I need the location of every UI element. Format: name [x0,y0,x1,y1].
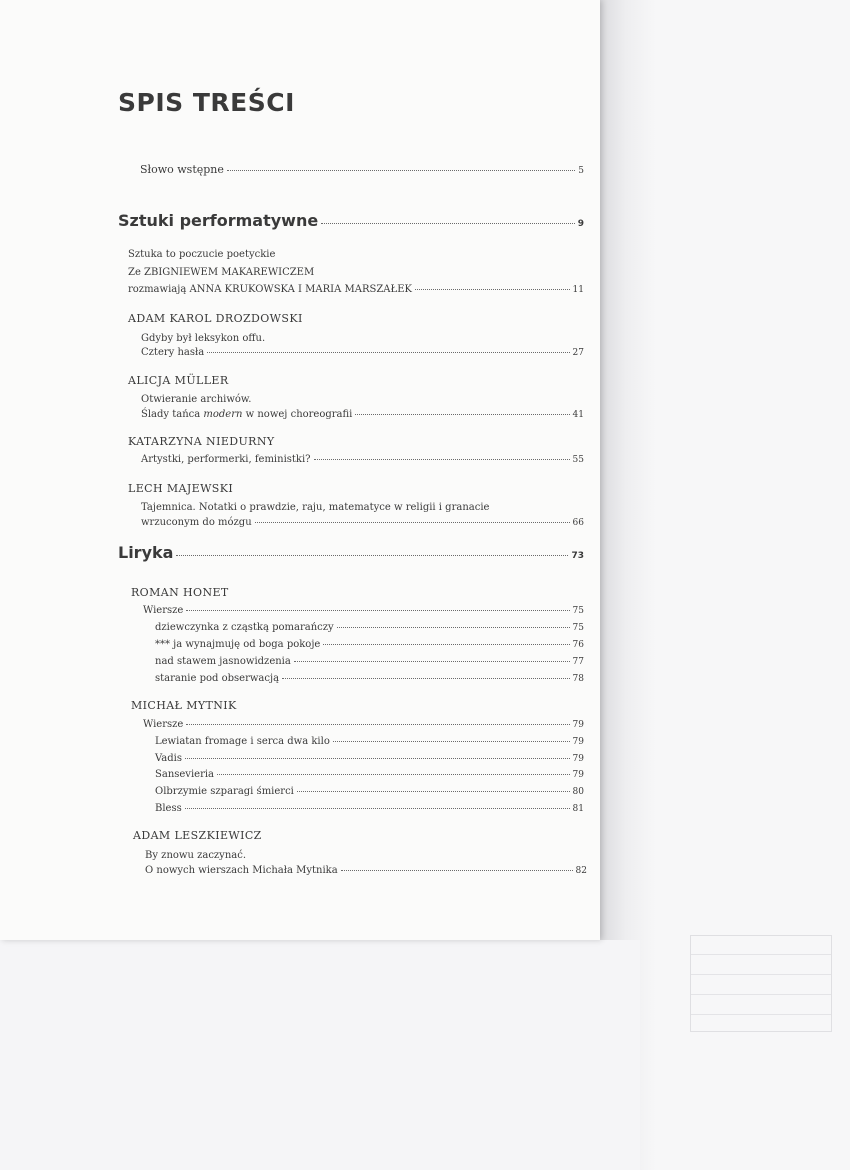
dot-leader [294,661,570,662]
toc-page-number: 75 [572,606,584,616]
title-part: Ślady tańca [141,409,204,420]
title-italic-part: modern [203,409,243,420]
toc-page-number: 55 [572,455,584,465]
toc-entry-niedurny[interactable] [141,453,584,467]
dot-leader [185,758,570,759]
toc-page-number: 79 [572,754,584,764]
toc-page-number: 81 [572,804,584,814]
toc-entry-poem[interactable] [155,672,584,686]
faint-background-table [690,935,832,1032]
toc-entry-title: Olbrzymie szparagi śmierci [155,786,294,797]
toc-entry-title: Wiersze [143,719,184,730]
dot-leader [321,223,575,224]
toc-page-number: 79 [572,770,584,780]
entry-line: Tajemnica. Notatki o prawdzie, raju, matematyce w religii i granacie [141,502,490,513]
toc-page-number: 5 [578,166,584,176]
toc-entry-poem[interactable] [155,638,584,652]
toc-entry-title: Bless [155,803,182,814]
toc-entry-poem[interactable] [155,655,584,669]
toc-entry-poem[interactable] [155,735,584,749]
section-page-number: 73 [571,551,584,561]
toc-page-number: 79 [572,737,584,747]
toc-page-number: 66 [572,518,584,528]
toc-entry-leszkiewicz[interactable] [145,864,587,878]
section-title: Sztuki performatywne [118,211,319,230]
toc-entry-group[interactable] [143,604,584,618]
toc-page-number: 27 [572,348,584,358]
dot-leader [415,289,570,290]
title-part: w nowej choreografii [242,409,353,420]
toc-entry-title: Vadis [155,753,182,764]
toc-page-number: 77 [572,657,584,667]
toc-entry-poem[interactable] [155,785,584,799]
toc-entry-title: Cztery hasła [141,347,205,358]
toc-entry-title: Słowo wstępne [140,163,224,176]
toc-entry-title: staranie pod obserwacją [155,673,280,684]
toc-entry-interview[interactable] [128,283,584,297]
toc-page-number: 41 [572,410,584,420]
toc-entry-intro[interactable] [140,163,584,178]
toc-entry-title: Artystki, performerki, feministki? [141,454,311,465]
interview-guest: Ze ZBIGNIEWEM MAKAREWICZEM [128,267,315,278]
entry-line: By znowu zaczynać. [145,850,247,861]
author-name: KATARZYNA NIEDURNY [128,435,275,448]
toc-page-number: 11 [572,285,584,295]
toc-entry-majewski[interactable] [141,516,584,530]
dot-leader [176,555,568,556]
dot-leader [323,644,569,645]
toc-entry-title [141,408,352,422]
section-heading-performatywne[interactable] [118,211,584,231]
section-page-number: 9 [577,219,584,229]
dot-leader [297,791,570,792]
toc-entry-title: rozmawiają ANNA KRUKOWSKA I MARIA MARSZAŁEK [128,284,412,295]
toc-page-number: 80 [572,787,584,797]
toc-entry-title: *** ja wynajmuję od boga pokoje [155,639,321,650]
author-name: ADAM KAROL DROZDOWSKI [128,312,303,325]
dot-leader [282,678,570,679]
toc-entry-muller[interactable] [141,408,584,422]
dot-leader [227,170,575,171]
dot-leader [341,870,573,871]
author-name: ALICJA MÜLLER [128,374,229,387]
toc-entry-poem[interactable] [155,802,584,816]
dot-leader [333,741,570,742]
section-heading-liryka[interactable] [118,543,584,563]
toc-page-number: 79 [572,720,584,730]
toc-entry-title: Sansevieria [155,769,215,780]
toc-page-number: 78 [572,674,584,684]
toc-entry-title: Lewiatan fromage i serca dwa kilo [155,736,330,747]
entry-line: Otwieranie archiwów. [141,394,252,405]
toc-entry-title: Wiersze [143,605,184,616]
page-title: SPIS TREŚCI [118,88,295,117]
toc-page-number: 75 [572,623,584,633]
toc-entry-title: O nowych wierszach Michała Mytnika [145,865,338,876]
section-title: Liryka [118,543,174,562]
author-name: ADAM LESZKIEWICZ [133,829,262,842]
dot-leader [207,352,569,353]
dot-leader [355,414,569,415]
interview-title: Sztuka to poczucie poetyckie [128,249,276,260]
toc-entry-poem[interactable] [155,621,584,635]
toc-entry-title: wrzuconym do mózgu [141,517,252,528]
toc-entry-title: nad stawem jasnowidzenia [155,656,291,667]
author-name: MICHAŁ MYTNIK [131,699,237,712]
toc-entry-drozdowski[interactable] [141,346,584,360]
entry-line: Gdyby był leksykon offu. [141,333,266,344]
author-name: LECH MAJEWSKI [128,482,234,495]
author-name: ROMAN HONET [131,586,229,599]
dot-leader [217,774,570,775]
toc-entry-group[interactable] [143,718,584,732]
dot-leader [337,627,570,628]
dot-leader [186,724,569,725]
dot-leader [255,522,570,523]
dot-leader [314,459,570,460]
toc-entry-title: dziewczynka z cząstką pomarańczy [155,622,334,633]
toc-entry-poem[interactable] [155,752,584,766]
dot-leader [185,808,570,809]
toc-entry-poem[interactable] [155,768,584,782]
toc-page-number: 82 [575,866,587,876]
dot-leader [186,610,569,611]
toc-page-number: 76 [572,640,584,650]
background-sheet-bottom [0,940,640,1170]
